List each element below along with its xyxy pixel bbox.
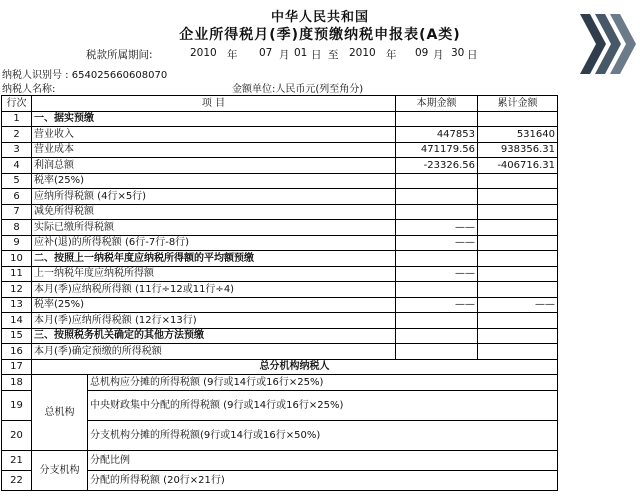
form-title: 企业所得税月(季)度预缴纳税申报表(A类) [179, 27, 461, 43]
table-row [2, 344, 558, 360]
row-current-amount [396, 173, 478, 189]
row-item: 本月(季)确定预缴的所得税额 [32, 344, 396, 360]
period-month-char: 月 [279, 49, 290, 61]
table-row [2, 297, 558, 313]
table-row [2, 313, 558, 329]
row-no: 22 [2, 470, 32, 490]
row-cumulative-amount [478, 328, 558, 344]
table-row [2, 266, 558, 282]
declaration-table [1, 95, 558, 491]
row-current-amount [396, 282, 478, 298]
row-item: 总机构应分摊的所得税额 (9行或14行或16行×25%) [88, 375, 558, 391]
main-rows [2, 111, 558, 359]
row-no: 4 [2, 158, 32, 174]
row-current-amount: 471179.56 [396, 142, 478, 158]
row-cumulative-amount [478, 235, 558, 251]
row-item: 应纳所得税额 (4行×5行) [32, 189, 396, 205]
table-row [2, 450, 558, 470]
period-start-year: 2010 [190, 47, 217, 59]
row-cumulative-amount: 531640 [478, 127, 558, 143]
row-current-amount: —— [396, 266, 478, 282]
period-start-month: 07 [259, 47, 273, 59]
row-current-amount: —— [396, 220, 478, 236]
row-current-amount [396, 111, 478, 127]
table-row [2, 142, 558, 158]
period-start-day: 01 [294, 47, 308, 59]
head-office-label: 总机构 [32, 375, 88, 451]
row-cumulative-amount [478, 173, 558, 189]
period-year-char: 年 [227, 49, 238, 61]
table-row [2, 251, 558, 267]
row-item: 营业成本 [32, 142, 396, 158]
row-cumulative-amount [478, 189, 558, 205]
row-item: 税率(25%) [32, 173, 396, 189]
row-cumulative-amount [478, 313, 558, 329]
header-item: 项 目 [32, 96, 396, 112]
period-year-char-2: 年 [386, 49, 397, 61]
row-no: 13 [2, 297, 32, 313]
taxpayer-name-label: 纳税人名称: [2, 84, 56, 95]
row-current-amount [396, 328, 478, 344]
header-current: 本期金额 [396, 96, 478, 112]
row-item: 应补(退)的所得税额 (6行-7行-8行) [32, 235, 396, 251]
row-current-amount [396, 204, 478, 220]
row-item: 本月(季)应纳所得税额 (12行×13行) [32, 313, 396, 329]
row-current-amount: —— [396, 297, 478, 313]
row-item: 分支机构分摊的所得税额(9行或14行或16行×50%) [88, 420, 558, 450]
branch-label: 分支机构 [32, 450, 88, 490]
row-item: 一、据实预缴 [32, 111, 396, 127]
row-cumulative-amount [478, 220, 558, 236]
table-row [2, 111, 558, 127]
table-row [2, 220, 558, 236]
row-item [88, 390, 558, 420]
row-item: 营业收入 [32, 127, 396, 143]
header-row-no: 行次 [2, 96, 32, 112]
period-month-char-2: 月 [433, 49, 444, 61]
amount-unit: 金额单位:人民币元(列至角分) [232, 84, 364, 95]
period-end-month: 09 [415, 47, 429, 59]
row-item: 本月(季)应纳税所得额 (11行÷12或11行÷4) [32, 282, 396, 298]
row-cumulative-amount [478, 204, 558, 220]
row-no: 1 [2, 111, 32, 127]
taxpayer-id-value: 654025660608070 [71, 70, 168, 81]
row-cumulative-amount [478, 251, 558, 267]
row-item: 上一纳税年度应纳税所得额 [32, 266, 396, 282]
period-day-char-2: 日 [467, 49, 478, 61]
period-label: 税款所属期间: [86, 49, 153, 61]
row-no: 10 [2, 251, 32, 267]
row-cumulative-amount: 938356.31 [478, 142, 558, 158]
row-current-amount: —— [396, 235, 478, 251]
period-to: 至 [328, 49, 339, 61]
row-no: 5 [2, 173, 32, 189]
row-no: 8 [2, 220, 32, 236]
section-head-branch: 总分机构纳税人 [32, 359, 558, 375]
row-no: 20 [2, 420, 32, 450]
row-no: 9 [2, 235, 32, 251]
row-item: 减免所得税额 [32, 204, 396, 220]
row-no: 14 [2, 313, 32, 329]
row-no: 11 [2, 266, 32, 282]
row-item: 二、按照上一纳税年度应纳税所得额的平均额预缴 [32, 251, 396, 267]
row-cumulative-amount [478, 111, 558, 127]
row-no: 18 [2, 375, 32, 391]
row-cumulative-amount: -406716.31 [478, 158, 558, 174]
row-current-amount [396, 344, 478, 360]
header-cumulative: 累计金额 [478, 96, 558, 112]
table-row [2, 375, 558, 391]
table-row [2, 158, 558, 174]
row-no: 2 [2, 127, 32, 143]
row-current-amount [396, 189, 478, 205]
row-no: 16 [2, 344, 32, 360]
row-current-amount: 447853 [396, 127, 478, 143]
table-row [2, 204, 558, 220]
form-title-country: 中华人民共和国 [270, 10, 369, 25]
row-item: 实际已缴所得税额 [32, 220, 396, 236]
table-row [2, 235, 558, 251]
row-no: 19 [2, 390, 32, 420]
table-row [2, 328, 558, 344]
row-no: 15 [2, 328, 32, 344]
table-row [2, 359, 558, 375]
row-no: 21 [2, 450, 32, 470]
taxpayer-id [2, 66, 167, 81]
row-cumulative-amount [478, 282, 558, 298]
period-end-year: 2010 [349, 47, 376, 59]
row-current-amount [396, 251, 478, 267]
table-row [2, 282, 558, 298]
taxpayer-id-label: 纳税人识别号 : [2, 70, 69, 81]
row-item: 利润总额 [32, 158, 396, 174]
row-current-amount [396, 313, 478, 329]
row-item: 税率(25%) [32, 297, 396, 313]
row-no: 7 [2, 204, 32, 220]
period-end-day: 30 [451, 47, 465, 59]
row-item-text: 中央财政集中分配的所得税额 (9行或14行或16行×25%) [90, 399, 344, 411]
row-no: 17 [2, 359, 32, 375]
table-row [2, 189, 558, 205]
table-row [2, 173, 558, 189]
row-no: 12 [2, 282, 32, 298]
row-cumulative-amount: —— [478, 297, 558, 313]
row-current-amount: -23326.56 [396, 158, 478, 174]
row-item: 三、按照税务机关确定的其他方法预缴 [32, 328, 396, 344]
row-cumulative-amount [478, 266, 558, 282]
table-row [2, 127, 558, 143]
table-header-row [2, 96, 558, 112]
period-day-char: 日 [311, 49, 322, 61]
row-item: 分配的所得税额 (20行×21行) [88, 470, 558, 490]
row-cumulative-amount [478, 344, 558, 360]
row-item: 分配比例 [88, 450, 558, 470]
row-no: 6 [2, 189, 32, 205]
row-no: 3 [2, 142, 32, 158]
